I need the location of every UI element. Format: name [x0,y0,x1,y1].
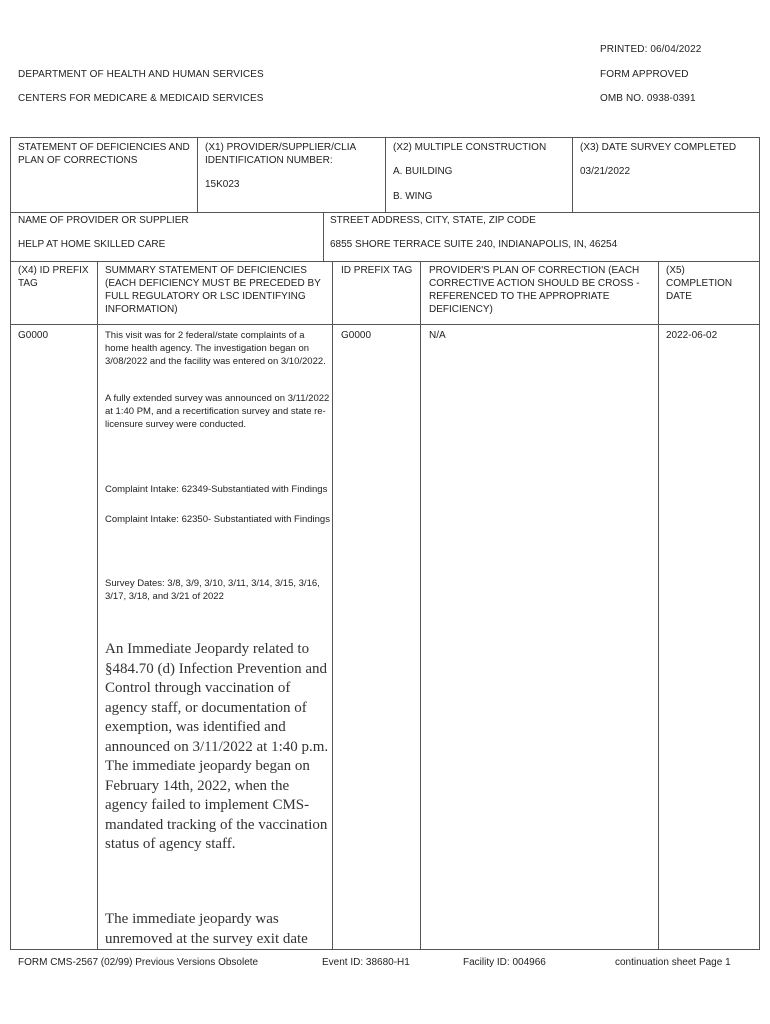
summary-survey-dates: Survey Dates: 3/8, 3/9, 3/10, 3/11, 3/14, 3/15, 3/16, 3/17, 3/18, and 3/21 of 2022 [105,578,320,602]
summary-complaint-intake-1: Complaint Intake: 62349-Substantiated with Findings [105,484,328,495]
completion-date: 2022-06-02 [666,330,718,341]
omb-number: OMB NO. 0938-0391 [600,93,696,104]
x2-wing: B. WING [393,191,433,202]
plan-of-correction: N/A [429,330,446,341]
column-id-prefix-header: ID PREFIX TAG [341,265,413,276]
column-x5-header: (X5) COMPLETION DATE [666,265,733,302]
provider-label: NAME OF PROVIDER OR SUPPLIER [18,215,189,226]
address-value: 6855 SHORE TERRACE SUITE 240, INDIANAPOLIS, IN, 46254 [330,239,618,250]
summary-paragraph-visit: This visit was for 2 federal/state complaints of a home health agency. The investigation began on 3/08/2022 and the facility was entered on 3/10/2022. [105,330,326,367]
x1-value: 15K023 [205,179,240,190]
x2-building: A. BUILDING [393,166,453,177]
provider-value: HELP AT HOME SKILLED CARE [18,239,166,250]
summary-immediate-jeopardy: An Immediate Jeopardy related to §484.70 (d) Infection Prevention and Control through vaccination of agency staff, or documentation of exemption, was identified and announced on 3/11/2022 at 1:40 p.m. The immediate jeopardy began on February 14th, 2022, when the agency failed to implement CMS-mandated tracking of the vaccination status of agency staff. [105,641,329,852]
footer-form-id: FORM CMS-2567 (02/99) Previous Versions Obsolete [18,957,259,968]
summary-jeopardy-unremoved: The immediate jeopardy was unremoved at the survey exit date [105,911,308,947]
department-title: DEPARTMENT OF HEALTH AND HUMAN SERVICES [18,69,264,80]
statement-label: STATEMENT OF DEFICIENCIES AND PLAN OF CORRECTIONS [18,142,190,166]
column-plan-header: PROVIDER'S PLAN OF CORRECTION (EACH CORRECTIVE ACTION SHOULD BE CROSS - REFERENCED TO THE APPROPRIATE DEFICIENCY) [429,265,640,315]
printed-date: PRINTED: 06/04/2022 [600,44,702,55]
summary-paragraph-extended-survey: A fully extended survey was announced on 3/11/2022 at 1:40 PM, and a recertification survey and state re-licensure survey were conducted. [105,393,330,430]
x2-label: (X2) MULTIPLE CONSTRUCTION [393,142,547,153]
footer-facility-id: Facility ID: 004966 [463,957,546,968]
form-approved: FORM APPROVED [600,69,689,80]
centers-title: CENTERS FOR MEDICARE & MEDICAID SERVICES [18,93,264,104]
address-label: STREET ADDRESS, CITY, STATE, ZIP CODE [330,215,536,226]
footer-page: continuation sheet Page 1 [615,957,731,968]
footer-event-id: Event ID: 38680-H1 [322,957,410,968]
prefix-tag: G0000 [18,330,49,341]
id-prefix-tag: G0000 [341,330,372,341]
x1-label: (X1) PROVIDER/SUPPLIER/CLIA IDENTIFICATION NUMBER: [205,142,356,166]
summary-complaint-intake-2: Complaint Intake: 62350- Substantiated with Findings [105,514,330,525]
x3-value: 03/21/2022 [580,166,631,177]
column-summary-header: SUMMARY STATEMENT OF DEFICIENCIES (EACH DEFICIENCY MUST BE PRECEDED BY FULL REGULATORY OR LSC IDENTIFYING INFORMATION) [105,265,321,315]
x3-label: (X3) DATE SURVEY COMPLETED [580,142,737,153]
column-x4-header: (X4) ID PREFIX TAG [18,265,89,289]
